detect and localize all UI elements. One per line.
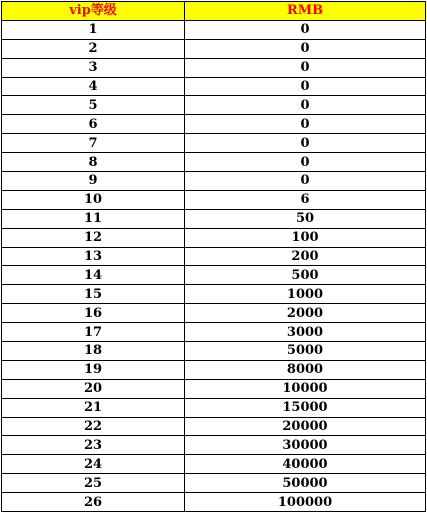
rmb-cell: 0 [185, 77, 426, 96]
rmb-cell: 10000 [185, 379, 426, 398]
rmb-cell: 30000 [185, 436, 426, 455]
table-row [2, 417, 426, 436]
header-vip-level: vip等级 [2, 2, 185, 21]
vip-level-cell: 19 [2, 360, 185, 379]
rmb-cell: 1000 [185, 285, 426, 304]
vip-level-cell: 22 [2, 417, 185, 436]
vip-level-cell: 4 [2, 77, 185, 96]
rmb-cell: 0 [185, 58, 426, 77]
vip-level-cell: 1 [2, 20, 185, 39]
vip-level-cell: 25 [2, 474, 185, 493]
vip-level-cell: 26 [2, 493, 185, 512]
table-row [2, 247, 426, 266]
rmb-cell: 0 [185, 96, 426, 115]
table-row [2, 209, 426, 228]
table-row [2, 153, 426, 172]
vip-level-cell: 13 [2, 247, 185, 266]
rmb-cell: 6 [185, 190, 426, 209]
rmb-cell: 3000 [185, 323, 426, 342]
table-body [2, 20, 426, 511]
vip-level-cell: 16 [2, 304, 185, 323]
rmb-cell: 15000 [185, 398, 426, 417]
vip-level-cell: 10 [2, 190, 185, 209]
table-row [2, 474, 426, 493]
rmb-cell: 50 [185, 209, 426, 228]
table-header [2, 2, 426, 21]
table-row [2, 436, 426, 455]
vip-level-cell: 3 [2, 58, 185, 77]
vip-level-cell: 23 [2, 436, 185, 455]
rmb-cell: 0 [185, 172, 426, 191]
table-row [2, 190, 426, 209]
rmb-cell: 0 [185, 39, 426, 58]
vip-level-cell: 5 [2, 96, 185, 115]
vip-level-cell: 20 [2, 379, 185, 398]
rmb-cell: 0 [185, 115, 426, 134]
table-row [2, 58, 426, 77]
table-row [2, 39, 426, 58]
table-row [2, 228, 426, 247]
table-row [2, 285, 426, 304]
vip-level-cell: 24 [2, 455, 185, 474]
vip-level-cell: 6 [2, 115, 185, 134]
rmb-cell: 0 [185, 134, 426, 153]
table-row [2, 360, 426, 379]
vip-level-cell: 14 [2, 266, 185, 285]
vip-level-cell: 12 [2, 228, 185, 247]
vip-level-cell: 7 [2, 134, 185, 153]
rmb-cell: 8000 [185, 360, 426, 379]
rmb-cell: 50000 [185, 474, 426, 493]
table-row [2, 115, 426, 134]
table-row [2, 455, 426, 474]
table-row [2, 77, 426, 96]
rmb-cell: 500 [185, 266, 426, 285]
vip-level-cell: 15 [2, 285, 185, 304]
vip-level-cell: 8 [2, 153, 185, 172]
table-row [2, 266, 426, 285]
rmb-cell: 0 [185, 153, 426, 172]
table-row [2, 20, 426, 39]
table-row [2, 379, 426, 398]
rmb-cell: 5000 [185, 342, 426, 361]
vip-level-cell: 2 [2, 39, 185, 58]
table-row [2, 134, 426, 153]
rmb-cell: 40000 [185, 455, 426, 474]
table-row [2, 493, 426, 512]
table-row [2, 398, 426, 417]
rmb-cell: 0 [185, 20, 426, 39]
table-row [2, 96, 426, 115]
vip-level-cell: 11 [2, 209, 185, 228]
table-row [2, 172, 426, 191]
rmb-cell: 100000 [185, 493, 426, 512]
vip-rmb-table [1, 1, 426, 512]
rmb-cell: 2000 [185, 304, 426, 323]
table-row [2, 323, 426, 342]
rmb-cell: 200 [185, 247, 426, 266]
vip-level-cell: 17 [2, 323, 185, 342]
table-row [2, 304, 426, 323]
vip-level-cell: 18 [2, 342, 185, 361]
vip-level-cell: 21 [2, 398, 185, 417]
header-rmb: RMB [185, 2, 426, 21]
vip-level-cell: 9 [2, 172, 185, 191]
rmb-cell: 20000 [185, 417, 426, 436]
rmb-cell: 100 [185, 228, 426, 247]
header-row [2, 2, 426, 21]
table-row [2, 342, 426, 361]
